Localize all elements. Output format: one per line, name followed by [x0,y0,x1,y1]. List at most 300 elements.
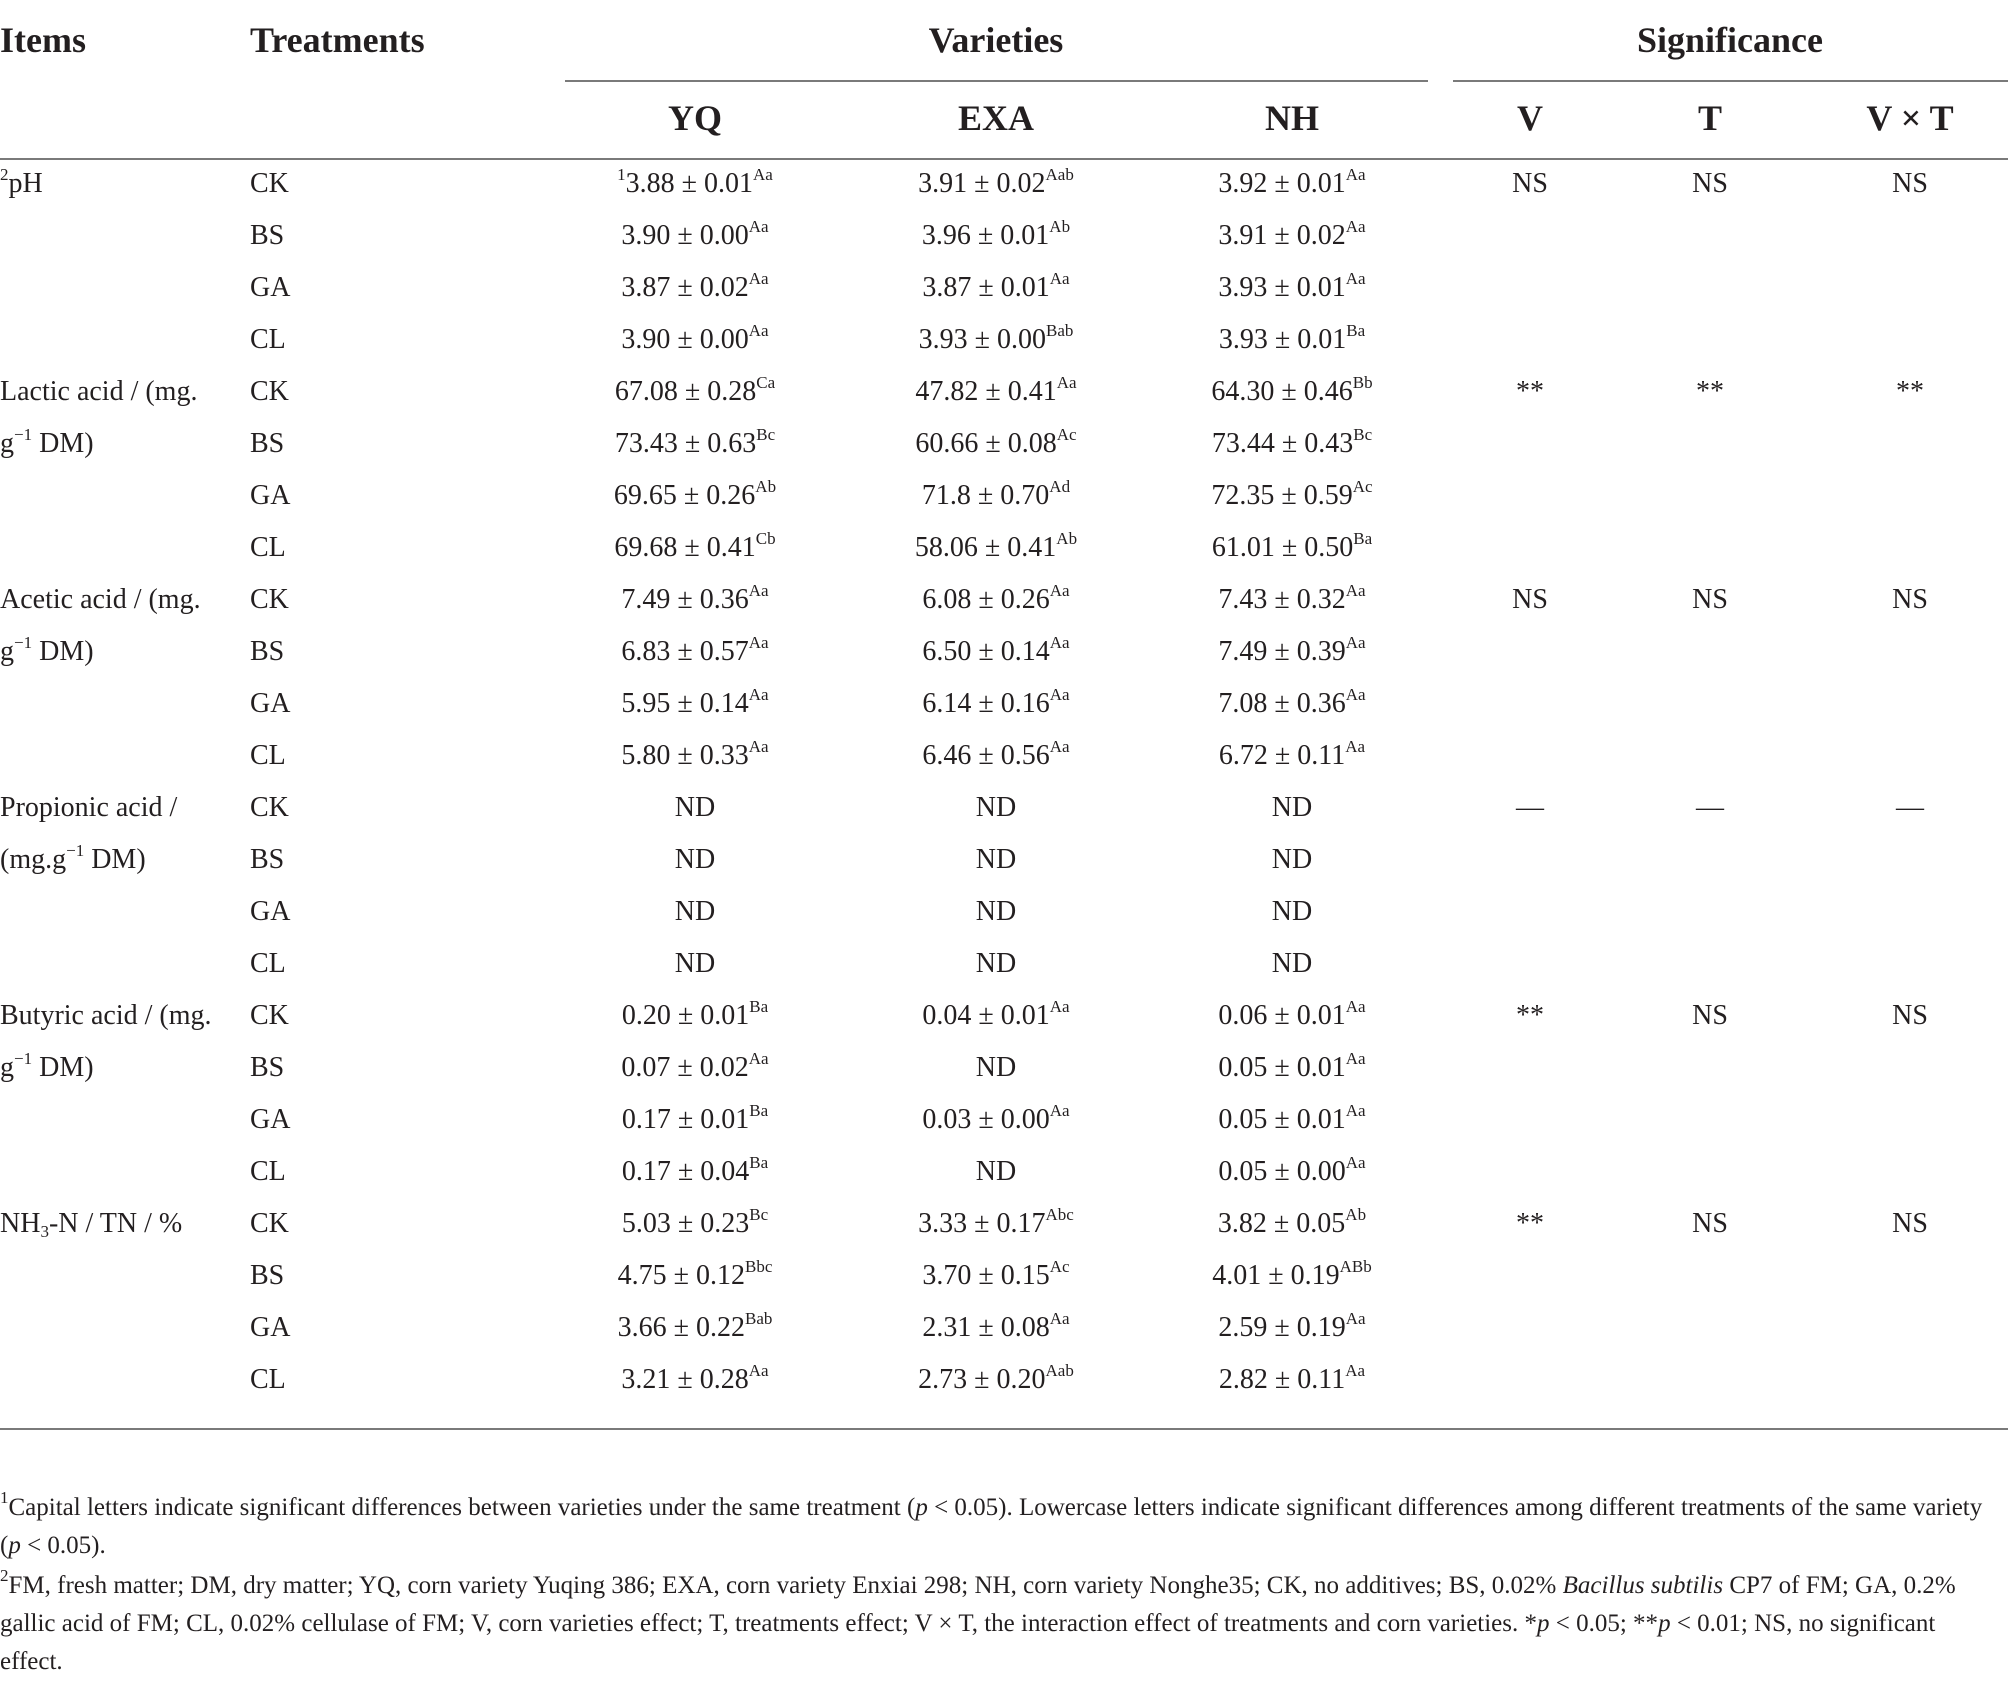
value-cell-nh [1272,843,1312,877]
value-cell-exa [922,1100,1070,1137]
item-text: Acetic acid / (mg. [0,584,201,615]
header-significance: Significance [1637,20,1823,60]
superscript: −1 [14,424,33,444]
significance-letters: Bc [749,1204,769,1224]
value-cell-nh [1218,996,1366,1033]
value-cell-yq [675,947,715,981]
footnote-marker: 1 [617,164,626,184]
value-text: 3.91 ± 0.02 [918,168,1046,199]
item-text: pH [8,168,43,199]
value-text: 7.08 ± 0.36 [1218,688,1346,719]
value-cell-yq [617,1308,773,1345]
sig-vxt: NS [1892,1208,1928,1239]
item-text-tail: DM) [32,636,94,667]
treatment-cell: CK [250,376,289,407]
value-text: ND [674,896,716,927]
significance-letters: Ad [1049,476,1071,496]
value-cell-nh [1218,1048,1366,1085]
sig-t: NS [1692,168,1728,199]
significance-letters: Aa [1345,736,1366,756]
significance-letters: Aa [1345,580,1366,600]
footnotes [0,1489,1995,1681]
significance-letters: Aa [748,1048,769,1068]
item-text-tail: DM) [32,428,94,459]
sig-t: NS [1692,1208,1728,1239]
value-text: 6.14 ± 0.16 [922,688,1050,719]
significance-letters: Aa [1345,1360,1366,1380]
value-cell-exa [922,996,1070,1033]
treatment-cell: CL [250,740,286,771]
significance-letters: Aa [1056,372,1077,392]
value-text: 0.05 ± 0.00 [1218,1156,1346,1187]
significance-letters: Aa [748,268,769,288]
value-text: 3.21 ± 0.28 [621,1364,749,1395]
significance-letters: Aa [1345,1048,1366,1068]
value-text: 0.17 ± 0.04 [621,1156,750,1187]
value-cell-nh [1218,736,1366,773]
header-t: T [1697,98,1723,138]
value-text: 5.95 ± 0.14 [621,688,749,719]
significance-letters: Aa [1345,1100,1366,1120]
significance-letters: Ab [1049,216,1071,236]
value-cell-yq [614,424,776,461]
value-text: 3.70 ± 0.15 [922,1260,1050,1291]
value-cell-exa [918,164,1074,201]
significance-letters: Ba [749,996,769,1016]
footnote-text: < 0.05). [20,1532,106,1559]
significance-letters: Ac [1352,476,1373,496]
significance-letters: Ca [756,372,776,392]
value-text: 6.50 ± 0.14 [922,636,1050,667]
significance-letters: Abc [1045,1204,1074,1224]
value-cell-yq [621,996,769,1033]
treatment-cell: BS [250,844,285,875]
value-text: 3.82 ± 0.05 [1217,1208,1346,1239]
value-text: 71.8 ± 0.70 [921,480,1050,511]
value-cell-nh [1211,372,1373,409]
value-cell-nh [1218,268,1366,305]
value-text: 3.96 ± 0.01 [921,220,1050,251]
value-cell-exa [976,1155,1016,1189]
treatment-cell: BS [250,1260,285,1291]
value-cell-nh [1211,476,1373,513]
significance-letters: Ac [1049,1256,1070,1276]
significance-letters: Aa [748,580,769,600]
significance-letters: Aa [748,684,769,704]
treatment-cell: CL [250,948,286,979]
value-cell-yq [675,791,715,825]
significance-letters: Ba [749,1100,769,1120]
sig-v: ** [1516,1000,1544,1031]
significance-letters: Aa [753,164,773,184]
treatment-cell: BS [250,636,285,667]
sig-v: NS [1512,584,1548,615]
sig-v: ** [1516,376,1544,407]
value-text: 64.30 ± 0.46 [1211,376,1353,407]
significance-letters: Bab [744,1308,773,1328]
value-text: 72.35 ± 0.59 [1211,480,1353,511]
significance-letters: Aa [1345,1152,1366,1172]
significance-letters: Aa [1049,580,1070,600]
header-nh: NH [1265,98,1319,138]
item-label [0,632,94,669]
significance-letters: Aa [1345,164,1366,184]
treatment-cell: CK [250,792,289,823]
value-cell-nh [1212,1256,1372,1293]
value-cell-exa [922,580,1070,617]
item-text: NH [0,1208,41,1239]
value-text: 6.08 ± 0.26 [922,584,1050,615]
value-text: 3.87 ± 0.02 [621,272,749,303]
treatment-cell: GA [250,272,291,303]
significance-letters: ABb [1339,1256,1372,1276]
value-cell-yq [621,1048,769,1085]
value-text: 6.83 ± 0.57 [621,636,749,667]
value-text: 3.88 ± 0.01 [625,168,754,199]
value-text: 0.04 ± 0.01 [922,1000,1050,1031]
treatment-cell: CL [250,324,286,355]
item-label [0,1048,94,1085]
value-text: ND [674,948,716,979]
significance-letters: Aa [1345,268,1366,288]
value-text: 6.46 ± 0.56 [922,740,1050,771]
header-exa: EXA [957,98,1035,138]
value-cell-yq [621,320,769,357]
value-cell-yq [621,1360,769,1397]
item-label [0,424,94,461]
value-cell-yq [621,268,769,305]
item-text-tail: DM) [32,1052,94,1083]
header-vxt: V × T [1866,98,1954,138]
sig-t: NS [1692,584,1728,615]
value-cell-exa [976,895,1016,929]
treatment-cell: CK [250,168,289,199]
significance-letters: Bbc [744,1256,773,1276]
item-label [0,999,212,1033]
value-text: 3.93 ± 0.00 [918,324,1046,355]
treatment-cell: BS [250,1052,285,1083]
value-text: ND [975,1156,1017,1187]
treatment-cell: BS [250,220,285,251]
item-text: Butyric acid / (mg. [0,1000,212,1031]
value-text: 7.49 ± 0.36 [621,584,749,615]
significance-letters: Aab [1045,1360,1074,1380]
significance-letters: Cb [755,528,776,548]
value-cell-exa [918,1360,1074,1397]
superscript: −1 [14,1048,33,1068]
varieties-rule [565,80,1428,82]
value-cell-exa [922,268,1070,305]
significance-letters: Aa [748,320,769,340]
footnote-marker: 1 [0,1487,9,1507]
sig-vxt: NS [1892,168,1928,199]
value-cell-nh [1211,424,1373,461]
value-text: 3.93 ± 0.01 [1218,272,1346,303]
item-label [0,791,177,825]
significance-letters: Aa [1049,632,1070,652]
italic-text: p [915,1494,928,1521]
item-label [0,1207,182,1241]
value-cell-yq [621,580,769,617]
value-cell-yq [621,736,769,773]
value-cell-nh [1272,947,1312,981]
significance-letters: Aa [1049,1100,1070,1120]
item-text: Lactic acid / (mg. [0,376,198,407]
item-text: (mg.g [0,844,67,875]
value-cell-exa [914,528,1078,565]
value-text: ND [975,948,1017,979]
value-cell-yq [621,684,769,721]
value-text: 3.91 ± 0.02 [1218,220,1346,251]
treatment-cell: BS [250,428,285,459]
significance-letters: Aa [1345,632,1366,652]
significance-letters: Ab [755,476,777,496]
value-cell-nh [1218,580,1366,617]
value-cell-exa [976,947,1016,981]
value-cell-exa [922,632,1070,669]
item-label [0,164,43,201]
value-cell-exa [976,1051,1016,1085]
significance-letters: Bc [756,424,776,444]
value-cell-yq [617,164,773,201]
value-text: 5.80 ± 0.33 [621,740,749,771]
footnote-marker: 2 [0,164,9,184]
value-cell-yq [621,1204,769,1241]
footnote-text: < 0.05). Lowercase letters indicate significant differences among different treatments of the same variety ( [0,1494,1983,1559]
significance-letters: Aa [1049,996,1070,1016]
value-text: 3.92 ± 0.01 [1218,168,1346,199]
value-text: ND [975,792,1017,823]
value-cell-exa [918,320,1074,357]
value-cell-exa [918,1204,1074,1241]
value-text: 60.66 ± 0.08 [915,428,1057,459]
value-text: 2.59 ± 0.19 [1218,1312,1346,1343]
sig-vxt: NS [1892,1000,1928,1031]
table-bottom-rule [0,1428,2008,1430]
value-text: 7.43 ± 0.32 [1218,584,1346,615]
value-text: 58.06 ± 0.41 [914,532,1057,563]
treatment-cell: CL [250,532,286,563]
significance-letters: Bc [1353,424,1373,444]
value-cell-exa [915,372,1077,409]
value-text: 6.72 ± 0.11 [1218,740,1346,771]
treatment-cell: GA [250,688,291,719]
item-text: g [0,636,14,667]
value-text: ND [975,896,1017,927]
value-text: 4.75 ± 0.12 [617,1260,745,1291]
value-text: 3.87 ± 0.01 [922,272,1050,303]
value-cell-nh [1217,1204,1367,1241]
value-text: 0.07 ± 0.02 [621,1052,749,1083]
value-cell-exa [921,216,1071,253]
value-text: 0.17 ± 0.01 [621,1104,750,1135]
sig-vxt: — [1896,792,1924,823]
value-cell-exa [922,1256,1070,1293]
value-text: ND [975,844,1017,875]
value-text: 3.90 ± 0.00 [621,220,749,251]
italic-text: p [1658,1610,1671,1637]
value-cell-exa [976,791,1016,825]
treatment-cell: CL [250,1364,286,1395]
sig-t: ** [1696,376,1724,407]
value-text: ND [1271,844,1313,875]
footnote-text: FM, fresh matter; DM, dry matter; YQ, corn variety Yuqing 386; EXA, corn variety Enxiai 298; NH, corn variety Nonghe35; CK, no additives; BS, 0.02% [8,1572,1563,1599]
superscript: −1 [66,840,85,860]
sig-v: NS [1512,168,1548,199]
value-cell-nh [1218,684,1366,721]
value-text: 0.05 ± 0.01 [1218,1104,1346,1135]
value-text: 7.49 ± 0.39 [1218,636,1346,667]
significance-letters: Ac [1056,424,1077,444]
treatment-cell: CK [250,584,289,615]
item-text-tail: DM) [84,844,146,875]
header-items: Items [0,20,86,60]
significance-letters: Aa [1345,684,1366,704]
value-cell-nh [1218,1308,1366,1345]
significance-letters: Aab [1045,164,1074,184]
value-cell-exa [922,1308,1070,1345]
sig-t: — [1696,792,1724,823]
significance-letters: Aa [748,1360,769,1380]
value-cell-nh [1218,1360,1366,1397]
value-text: 4.01 ± 0.19 [1212,1260,1340,1291]
footnote-text: < 0.05; ** [1549,1610,1659,1637]
significance-letters: Bab [1045,320,1074,340]
header-bottom-rule [0,158,2008,160]
treatment-cell: GA [250,1104,291,1135]
value-cell-exa [922,684,1070,721]
value-text: 69.65 ± 0.26 [613,480,756,511]
sig-vxt: NS [1892,584,1928,615]
footnote-marker: 2 [0,1565,9,1585]
value-cell-yq [675,843,715,877]
value-text: ND [674,792,716,823]
treatment-cell: GA [250,480,291,511]
header-varieties: Varieties [928,20,1064,60]
value-text: 2.31 ± 0.08 [922,1312,1050,1343]
item-text: g [0,428,14,459]
value-text: ND [975,1052,1017,1083]
item-label [0,840,146,877]
treatment-cell: GA [250,1312,291,1343]
item-label [0,375,197,409]
value-cell-yq [621,216,769,253]
item-text-tail: -N / TN / % [48,1208,183,1239]
significance-letters: Aa [748,736,769,756]
value-cell-exa [922,736,1070,773]
value-cell-yq [621,1100,769,1137]
value-text: 47.82 ± 0.41 [915,376,1057,407]
significance-letters: Bb [1352,372,1373,392]
item-text: Propionic acid / [0,792,178,823]
value-text: 3.33 ± 0.17 [918,1208,1046,1239]
value-text: 73.43 ± 0.63 [614,428,757,459]
value-cell-nh [1218,216,1366,253]
value-cell-nh [1218,1100,1366,1137]
header-v: V [1517,98,1543,138]
significance-letters: Aa [1049,736,1070,756]
value-text: 5.03 ± 0.23 [621,1208,750,1239]
significance-letters: Ba [1346,320,1366,340]
treatment-cell: CK [250,1208,289,1239]
value-text: 61.01 ± 0.50 [1211,532,1354,563]
value-text: ND [1271,792,1313,823]
value-text: 2.73 ± 0.20 [918,1364,1046,1395]
italic-text: p [8,1532,21,1559]
value-cell-exa [921,476,1071,513]
value-text: 0.03 ± 0.00 [922,1104,1050,1135]
item-label [0,583,201,617]
value-cell-yq [621,1152,769,1189]
treatment-cell: CK [250,1000,289,1031]
significance-letters: Aa [1345,996,1366,1016]
value-cell-yq [617,1256,773,1293]
value-text: 0.20 ± 0.01 [621,1000,750,1031]
footnote-text: CP7 of FM; GA, 0.2% gallic acid of FM; CL, 0.02% cellulase of FM; V, corn varieties effect; T, treatments effect; V × T, the interaction effect of treatments and corn varieties. * [0,1572,1956,1637]
significance-letters: Ba [1353,528,1373,548]
value-text: ND [674,844,716,875]
value-cell-nh [1218,632,1366,669]
value-text: 73.44 ± 0.43 [1211,428,1354,459]
superscript: −1 [14,632,33,652]
value-text: 0.06 ± 0.01 [1218,1000,1346,1031]
significance-letters: Aa [1049,1308,1070,1328]
italic-text: p [1537,1610,1550,1637]
value-text: 3.93 ± 0.01 [1218,324,1347,355]
value-cell-yq [675,895,715,929]
treatment-cell: GA [250,896,291,927]
treatment-cell: CL [250,1156,286,1187]
value-text: 69.68 ± 0.41 [614,532,756,563]
value-text: 3.90 ± 0.00 [621,324,749,355]
significance-rule [1453,80,2008,82]
value-cell-nh [1272,791,1312,825]
value-text: ND [1271,948,1313,979]
value-cell-nh [1211,528,1373,565]
significance-letters: Aa [1049,268,1070,288]
footnote-text: Capital letters indicate significant differences between varieties under the same treatment ( [8,1494,916,1521]
item-text: g [0,1052,14,1083]
footnote-text: < 0.01; NS, no significant effect. [0,1610,1936,1675]
value-text: 2.82 ± 0.11 [1218,1364,1346,1395]
significance-letters: Aa [1345,1308,1366,1328]
value-text: 0.05 ± 0.01 [1218,1052,1346,1083]
sig-t: NS [1692,1000,1728,1031]
footnote-1 [0,1489,1995,1565]
significance-letters: Ba [749,1152,769,1172]
value-cell-nh [1218,1152,1366,1189]
value-cell-yq [614,528,776,565]
header-yq: YQ [668,98,722,138]
value-cell-yq [621,632,769,669]
value-text: 3.66 ± 0.22 [617,1312,745,1343]
significance-letters: Aa [748,632,769,652]
sig-v: — [1516,792,1544,823]
footnote-2 [0,1567,1995,1681]
value-text: ND [1271,896,1313,927]
sig-v: ** [1516,1208,1544,1239]
value-cell-exa [915,424,1077,461]
value-cell-nh [1218,164,1366,201]
sig-vxt: ** [1896,376,1924,407]
subscript: 3 [40,1222,49,1242]
value-text: 67.08 ± 0.28 [614,376,757,407]
value-cell-yq [613,476,777,513]
value-cell-nh [1218,320,1366,357]
significance-letters: Aa [1345,216,1366,236]
significance-letters: Aa [748,216,769,236]
significance-letters: Ab [1056,528,1078,548]
